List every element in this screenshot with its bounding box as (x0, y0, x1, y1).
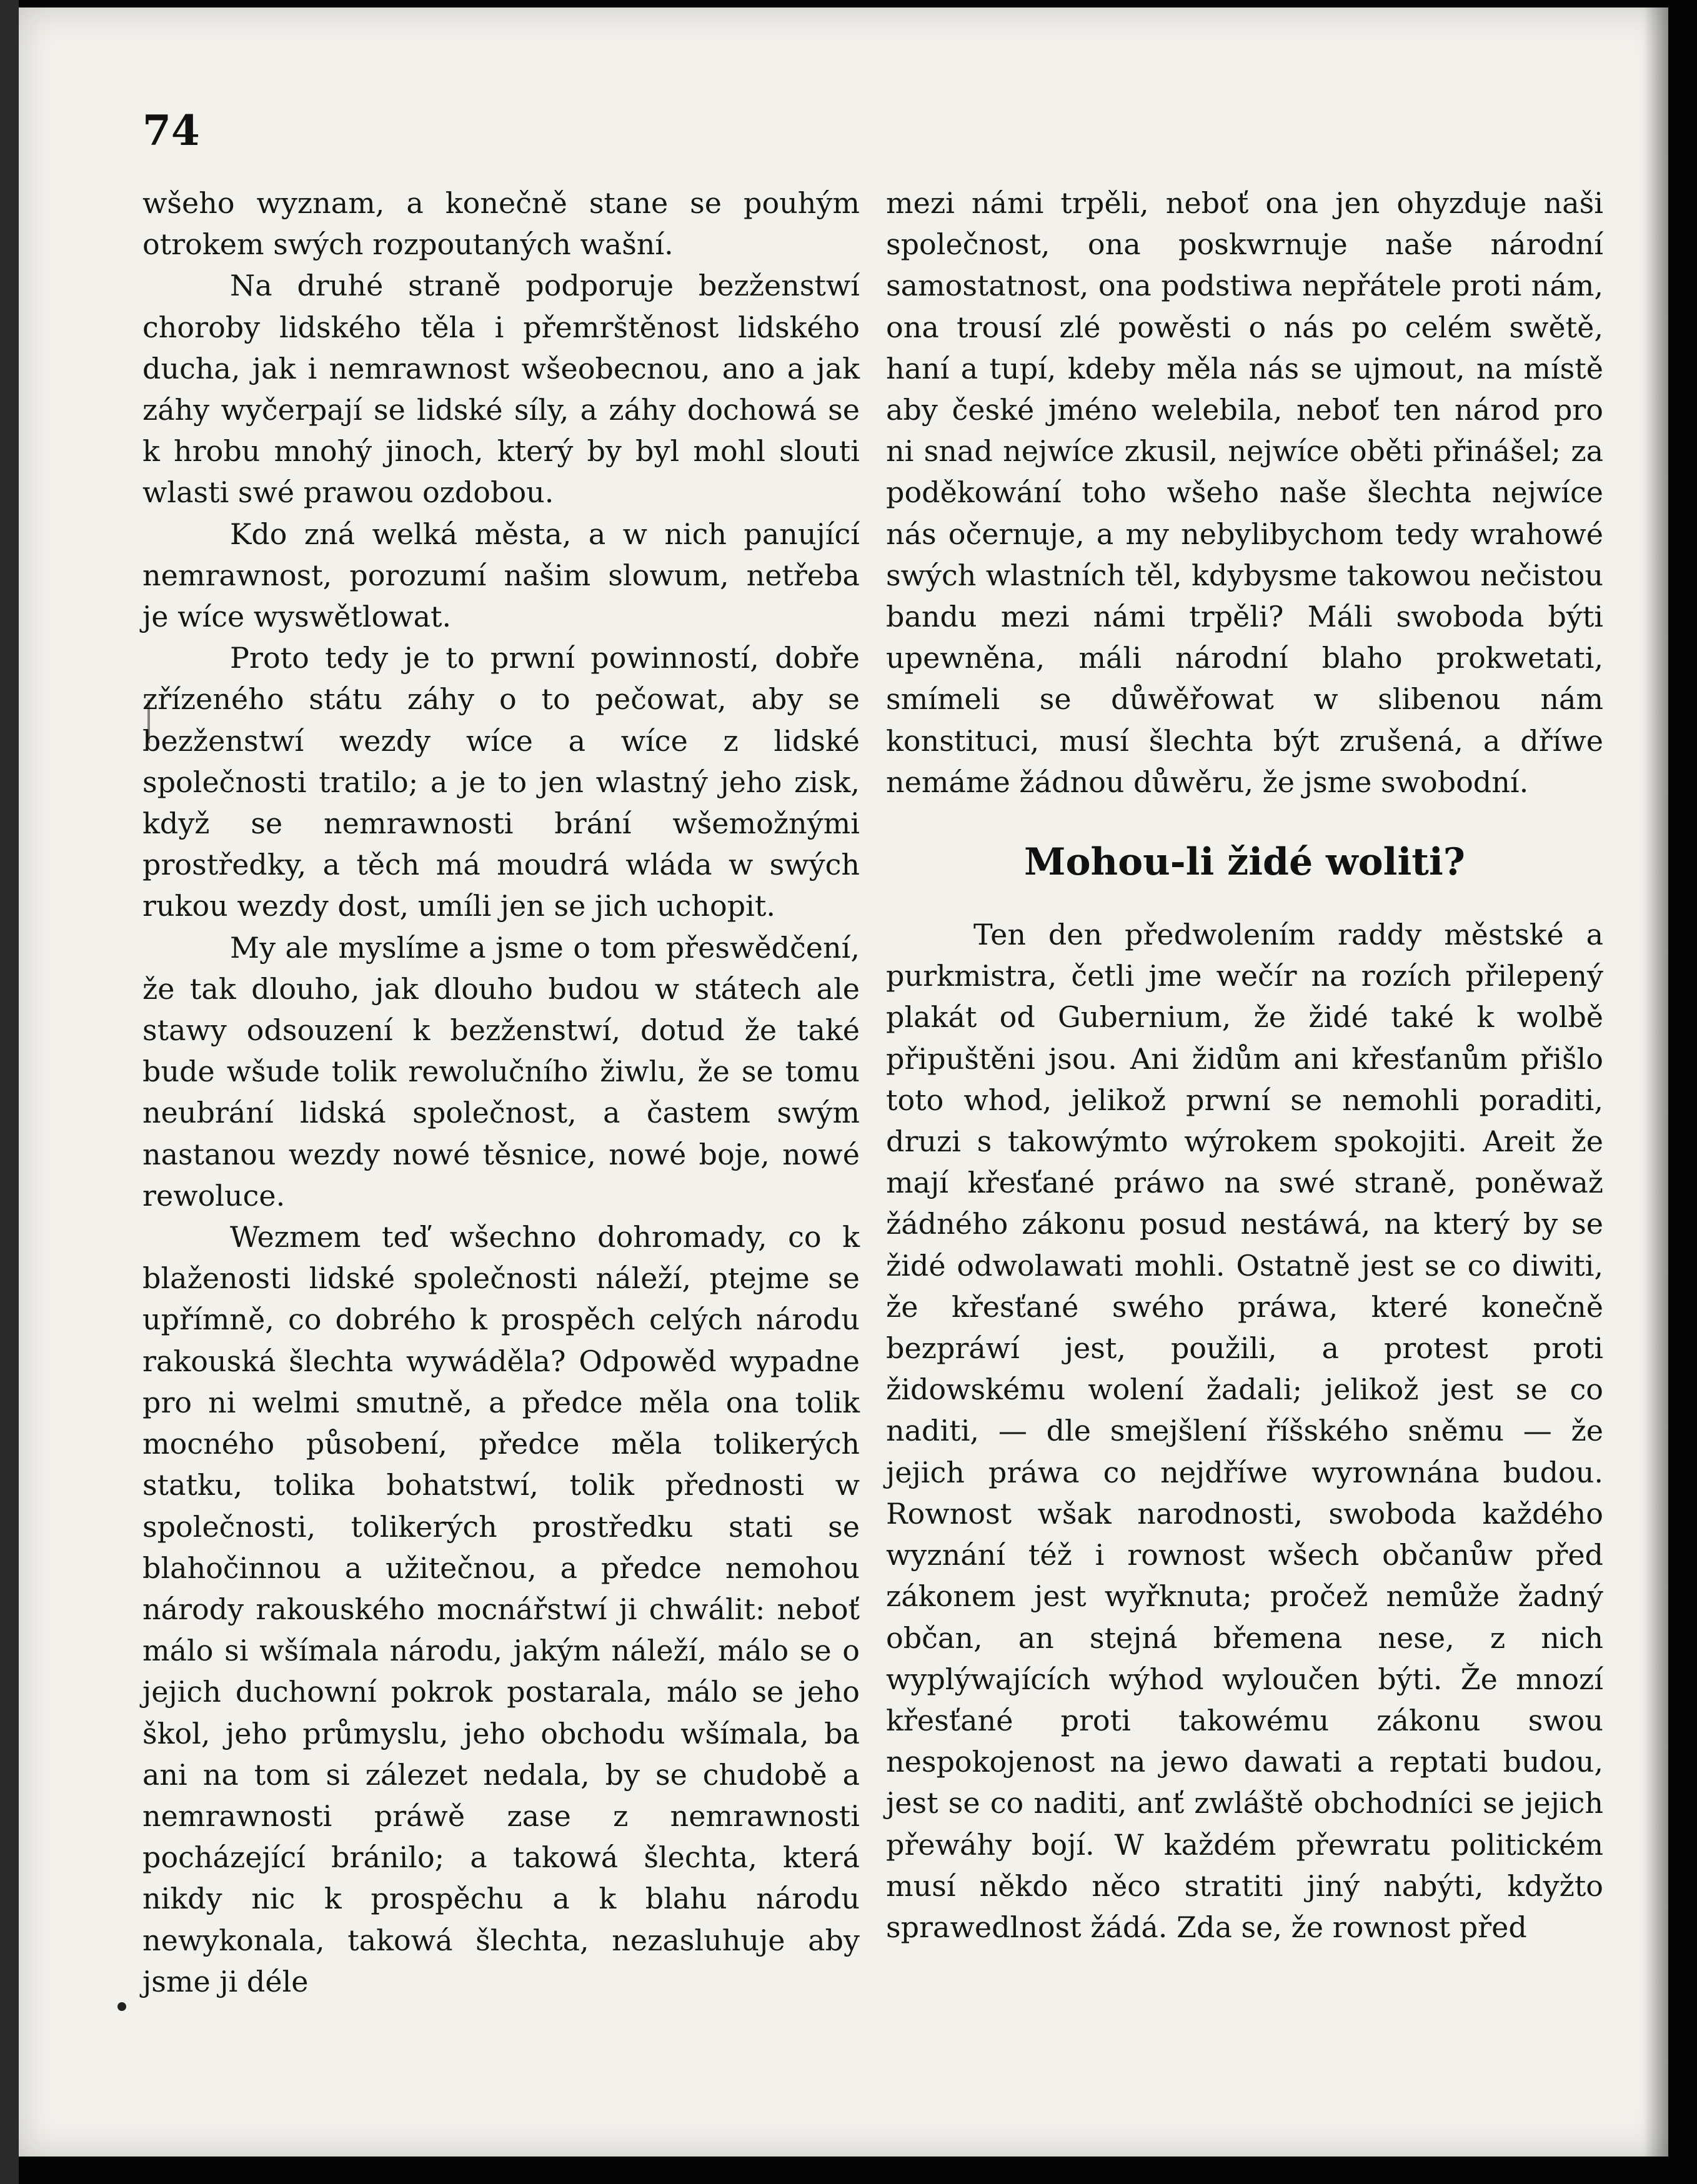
paragraph: wšeho wyznam, a konečně stane se pouhým otrokem swých rozpoutaných wašní. (142, 186, 860, 262)
paragraph: Na druhé straně podporuje bezženstwí choroby lidského těla i přemrštěnost lidského ducha, jak i nemrawnost wšeobecnou, ano a jak záhy wyčerpají se lidské síly, a záhy dochowá se k hrobu mnohý jinoch, který by byl mohl slouti wlasti swé prawou ozdobou. (142, 269, 860, 510)
ink-dot (117, 2002, 126, 2011)
page-edge-shadow (1643, 7, 1668, 2157)
page-number: 74 (142, 106, 200, 155)
paragraph: Ten den předwolením raddy městské a purkmistra, četli jme wečír na rozích přilepený plakát od Gubernium, že židé také k wolbě připuštěni jsou. Ani židům ani křesťanům přišlo toto whod, jelikož prwní se nemohli poraditi, druzi s takowýmto wýrokem spokojiti. Areit že mají křesťané práwo na swé straně, poněwaž žádného zákonu posud nestáwá, na který by se židé odwolawati mohli. Ostatně jest se co diwiti, že křesťané swého práwa, které konečně bezpráwí jest, použili, a protest proti židowskému wolení žadali; jelikož jest se co naditi, — dle smejšlení říšského sněmu — že jejich práwa co nejdříwe wyrownána budou. Rownost wšak narodnosti, swoboda každého wyznání též i rownost wšech občanůw před zákonem jest wyřknuta; pročež nemůže žadný občan, an stejná břemena nese, z nich wyplýwajících wýhod wyloučen býti. Že mnozí křesťané proti takowému zákonu swou nespokojenost na jewo dawati a reptati budou, jest se co naditi, anť zwláště obchodníci se jejich přewáhy bojí. W každém přewratu politickém musí někdo něco stratiti jiný nabýti, kdyžto sprawedlnost žádá. Zda se, že rownost před (886, 918, 1603, 1944)
margin-pencil-mark (147, 700, 150, 743)
book-spine (0, 0, 19, 2184)
paragraph: mezi námi trpěli, neboť ona jen ohyzduje naši společnost, ona poskwrnuje naše národní samostatnost, ona podstiwa nepřátele proti nám, ona trousí zlé powěsti o nás po celém swětě, haní a tupí, kdeby měla nás se ujmout, na místě aby české jméno welebila, neboť ten národ pro ni snad nejwíce zkusil, nejwíce oběti přinášel; za poděkowání toho wšeho naše šlechta nejwíce nás očernuje, a my nebylibychom tedy wrahowé swých wlastních těl, kdybysme takowou nečistou bandu mezi námi trpěli? Máli swoboda býti upewněna, máli národní blaho prokwetati, smímeli se důwěřowat w slibenou nám konstituci, musí šlechta být zrušená, a dříwe nemáme žádnou důwěru, že jsme swobodní. (886, 186, 1603, 799)
article-heading: Mohou-li židé woliti? (1024, 840, 1465, 885)
right-column (886, 182, 1603, 1948)
paragraph: My ale myslíme a jsme o tom přeswědčení, že tak dlouho, jak dlouho budou w státech ale stawy odsouzení k bezženstwí, dotud že také bude wšude tolik rewolučního žiwlu, že se tomu neubrání lidská společnost, a častem swým nastanou wezdy nowé těsnice, nowé boje, nowé rewoluce. (142, 930, 860, 1213)
paragraph: Wezmem teď wšechno dohromady, co k blaženosti lidské společnosti náleží, ptejme se upřímně, co dobrého k prospěch celých národu rakouská šlechta wywáděla? Odpowěd wypadne pro ni welmi smutně, a předce měla ona tolik mocného působení, předce měla tolikerých statku, tolika bohatstwí, tolik přednosti w společnosti, tolikerých prostředku stati se blahočinnou a užitečnou, a předce nemohou národy rakouského mocnářstwí ji chwálit: neboť málo si wšímala národu, jakým náleží, málo se o jejich duchowní pokrok postarala, málo se jeho škol, jeho průmyslu, jeho obchodu wšímala, ba ani na tom si zálezet nedala, by se chudobě a nemrawnosti práwě zase z nemrawnosti pocházející bránilo; a takowá šlechta, která nikdy nic k prospěchu a k blahu národu newykonala, takowá šlechta, nezasluhuje aby jsme ji déle (142, 1220, 860, 1998)
paragraph: Kdo zná welká města, a w nich panující nemrawnost, porozumí našim slowum, netřeba je wíce wyswětlowat. (142, 517, 860, 634)
paragraph: Proto tedy je to prwní powinností, dobře zřízeného státu záhy o to pečowat, aby se bezženstwí wezdy wíce a wíce z lidské společnosti tratilo; a je to jen wlastný jeho zisk, když se nemrawnosti brání wšemožnými prostředky, a těch má moudrá wláda w swých rukou wezdy dost, umíli jen se jich uchopit. (142, 641, 860, 923)
left-column (142, 182, 860, 2002)
